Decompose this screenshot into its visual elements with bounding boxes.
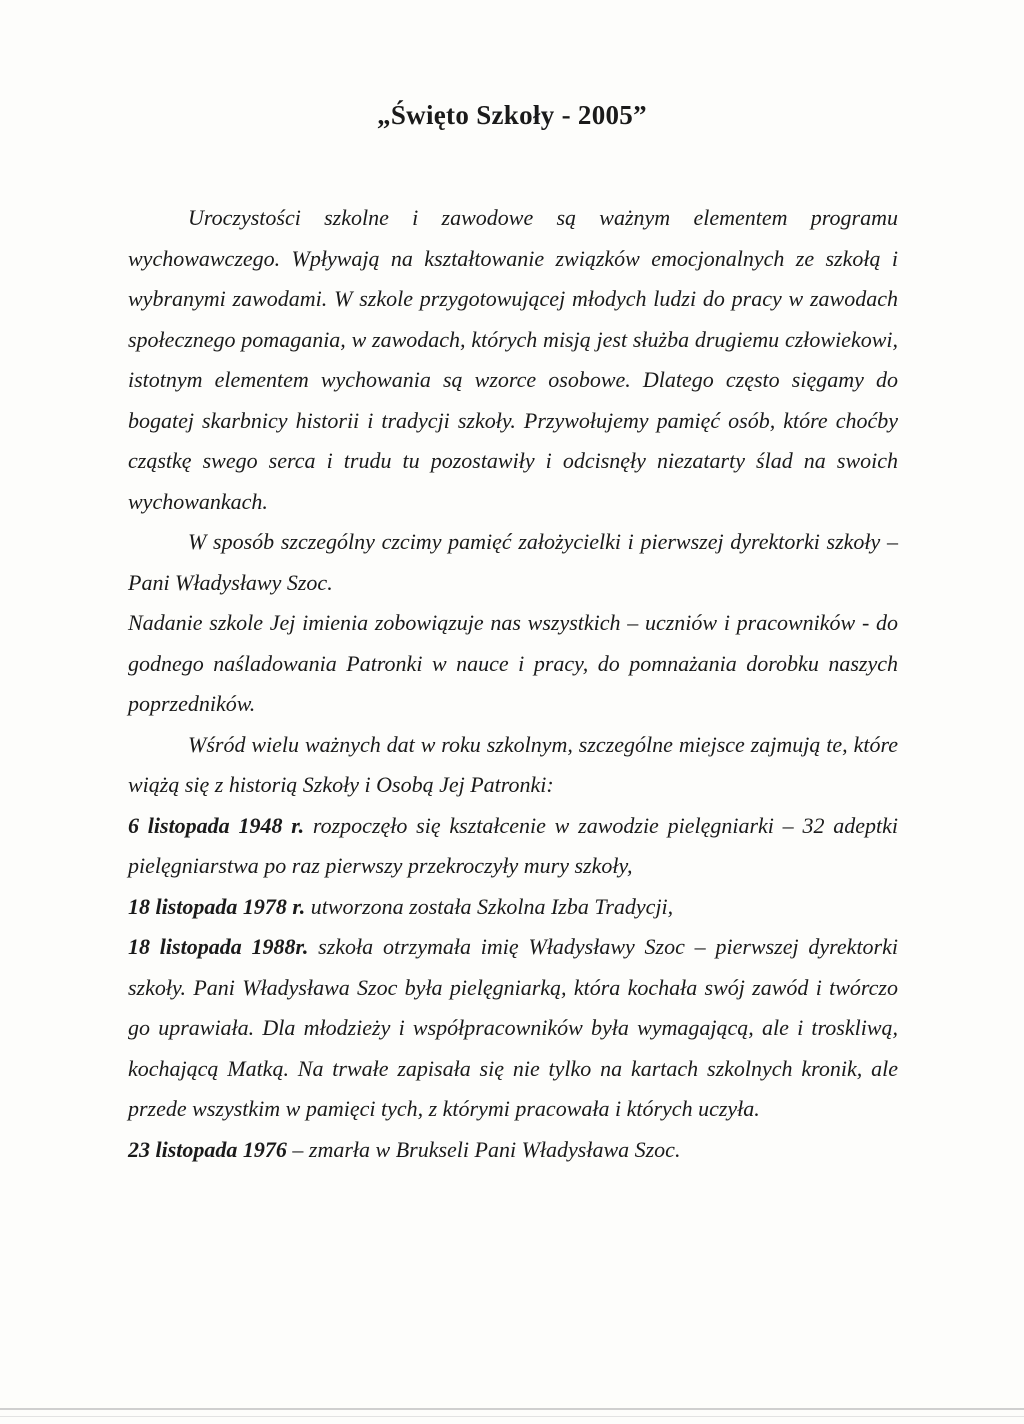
event-date: 18 listopada 1988r. bbox=[128, 934, 309, 959]
event-1976 bbox=[128, 1130, 898, 1171]
paragraph-dates-intro: Wśród wielu ważnych dat w roku szkolnym, szczególne miejsce zajmują te, które wiążą się z historią Szkoły i Osobą Jej Patronki: bbox=[128, 731, 898, 797]
event-text: szkoła otrzymała imię Władysławy Szoc – pierwszej dyrektorki szkoły. Pani Władysława Szoc była pielęgniarką, która kochała swój zawód i twórczo go uprawiała. Dla młodzieży i współpracowników była wymagającą, ale i troskliwą, kochającą Matką. Na trwałe zapisała się nie tylko na kartach szkolnych kronik, ale przede wszystkim w pamięci tych, z którymi pracowała i których uczyła. bbox=[128, 934, 898, 1121]
event-1978 bbox=[128, 887, 898, 928]
paragraph-intro: Uroczystości szkolne i zawodowe są ważnym elementem programu wychowawczego. Wpływają na kształtowanie związków emocjonalnych ze szkołą i wybranymi zawodami. W szkole przygotowującej młodych ludzi do pracy w zawodach społecznego pomagania, w zawodach, których misją jest służba drugiemu człowiekowi, istotnym elementem wychowania są wzorce osobowe. Dlatego często sięgamy do bogatej skarbnicy historii i tradycji szkoły. Przywołujemy pamięć osób, które choćby cząstkę swego serca i trudu tu pozostawiły i odcisnęły niezatarty ślad na swoich wychowankach. bbox=[128, 205, 898, 514]
scan-edge-line bbox=[0, 1416, 1024, 1417]
event-text: – zmarła w Brukseli Pani Władysława Szoc. bbox=[286, 1136, 681, 1162]
paragraph-founder: W sposób szczególny czcimy pamięć założycielki i pierwszej dyrektorki szkoły – Pani Władysławy Szoc. bbox=[128, 529, 898, 595]
paragraph-patron: Nadanie szkole Jej imienia zobowiązuje nas wszystkich – uczniów i pracowników - do godnego naśladowania Patronki w nauce i pracy, do pomnażania dorobku naszych poprzedników. bbox=[128, 610, 898, 716]
document-body bbox=[128, 198, 898, 1170]
scan-edge-line bbox=[0, 1408, 1024, 1410]
event-1988 bbox=[128, 927, 898, 1130]
event-text: utworzona została Szkolna Izba Tradycji, bbox=[305, 893, 674, 919]
event-date: 18 listopada 1978 r. bbox=[128, 893, 306, 919]
event-date: 6 listopada 1948 r. bbox=[128, 812, 305, 838]
event-date: 23 listopada 1976 bbox=[128, 1136, 287, 1162]
event-text: rozpoczęło się kształcenie w zawodzie pielęgniarki – 32 adeptki pielęgniarstwa po raz pierwszy przekroczyły mury szkoły, bbox=[128, 812, 898, 878]
document-title: „Święto Szkoły - 2005” bbox=[377, 100, 647, 130]
event-1948 bbox=[128, 806, 898, 887]
